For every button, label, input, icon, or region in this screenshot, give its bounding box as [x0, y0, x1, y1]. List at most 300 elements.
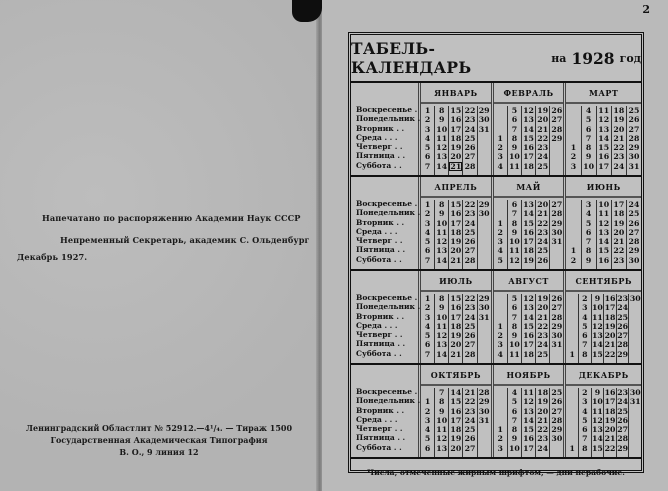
day-cell: 24 [464, 415, 476, 425]
weekday-label: Среда . . . [356, 414, 398, 424]
day-cell: 7 [585, 237, 592, 247]
day-cell: 24 [628, 200, 640, 209]
day-cell: 8 [438, 294, 445, 303]
day-cell: 6 [511, 115, 518, 125]
day-cell: 13 [436, 152, 448, 162]
day-cell: 12 [523, 106, 534, 115]
day-cell: 26 [464, 434, 476, 444]
day-cell: 28 [617, 434, 629, 444]
month-block [494, 83, 567, 175]
day-cell: 7 [511, 415, 518, 425]
day-cell: 27 [551, 115, 563, 125]
day-cell: 28 [551, 415, 563, 425]
day-cell [494, 209, 507, 218]
day-cell [566, 200, 580, 209]
day-cell [629, 331, 641, 340]
weekday-label: Пятница . . [356, 339, 406, 349]
month-block [566, 83, 641, 175]
day-cell: 9 [438, 209, 445, 219]
week-column [536, 106, 550, 175]
day-cell: 16 [604, 388, 616, 397]
day-cell: 4 [582, 406, 588, 416]
day-cell: 27 [628, 124, 640, 134]
day-cell: 6 [424, 152, 431, 162]
weekday-label: Пятница . . [356, 245, 406, 255]
day-cell: 18 [523, 161, 534, 171]
left-page [0, 0, 318, 491]
day-cell: 27 [464, 340, 476, 350]
day-cell: 23 [464, 209, 476, 219]
day-cell: 5 [585, 218, 592, 228]
day-cell: 10 [508, 340, 520, 350]
day-cell: 6 [424, 340, 431, 350]
day-cell: 29 [551, 133, 563, 143]
week-column [522, 200, 536, 269]
day-cell: 26 [537, 255, 549, 265]
week-column [566, 388, 579, 457]
day-cell [494, 416, 507, 425]
day-cell: 2 [424, 406, 431, 416]
day-cell [566, 425, 578, 434]
day-cell [494, 106, 507, 115]
day-cell: 25 [617, 312, 629, 322]
day-cell: 19 [450, 237, 462, 247]
day-cell: 5 [511, 397, 518, 407]
week-column [478, 200, 491, 269]
day-cell: 2 [424, 115, 431, 125]
day-cell: 11 [436, 227, 448, 237]
day-cell: 24 [537, 443, 549, 453]
day-cell [478, 434, 491, 443]
day-cell: 20 [604, 425, 616, 435]
day-cell: 25 [617, 406, 629, 416]
day-cell: 18 [450, 425, 462, 435]
day-cell: 14 [436, 161, 448, 171]
quarter-block [351, 271, 641, 365]
week-column [494, 200, 508, 269]
day-cell: 1 [569, 443, 575, 453]
day-cell: 1 [424, 200, 431, 209]
week-column [550, 200, 563, 269]
day-cell: 16 [604, 294, 616, 303]
day-cell: 28 [551, 209, 563, 219]
day-cell [478, 340, 491, 349]
day-cell [566, 106, 580, 115]
day-cell: 17 [604, 397, 616, 407]
day-cell: 2 [424, 209, 431, 219]
day-cell: 19 [537, 397, 549, 407]
day-cell: 3 [497, 340, 503, 350]
week-column [582, 200, 597, 269]
day-cell: 24 [613, 161, 625, 171]
day-cell: 10 [583, 161, 595, 171]
day-cell: 4 [424, 321, 431, 331]
month-name: ОКТЯБРЬ [421, 365, 491, 386]
day-cell: 30 [478, 406, 490, 416]
day-cell: 18 [604, 312, 616, 322]
weekday-label: Четверг . . [356, 424, 403, 434]
month-name: ЯНВАРЬ [421, 83, 491, 104]
day-cell [478, 143, 491, 152]
day-cell: 4 [497, 349, 503, 359]
day-cell: 15 [450, 106, 462, 115]
day-cell: 11 [436, 425, 448, 435]
day-cell: 12 [592, 415, 603, 425]
month-name: МАЙ [494, 177, 564, 198]
day-cell: 3 [570, 161, 577, 171]
day-cell: 14 [523, 124, 534, 134]
day-cell: 29 [551, 321, 563, 331]
day-cell: 3 [497, 152, 503, 162]
week-column [617, 388, 630, 457]
day-cell: 7 [424, 255, 431, 265]
week-column [435, 106, 449, 175]
day-cell [550, 256, 563, 265]
day-cell: 17 [523, 152, 534, 162]
day-cell: 24 [617, 397, 629, 407]
day-cell: 5 [424, 434, 431, 444]
day-cell: 4 [511, 388, 518, 397]
weekday-label: Воскресенье . [356, 105, 418, 114]
day-cell: 20 [613, 124, 625, 134]
day-cell: 1 [497, 218, 503, 228]
week-column [550, 388, 563, 457]
week-column [508, 106, 522, 175]
weekday-column [351, 271, 421, 363]
day-cell: 4 [497, 161, 503, 171]
imprint-date: Декабрь 1927. [17, 252, 88, 262]
day-cell: 21 [537, 312, 549, 322]
day-cell: 23 [464, 303, 476, 313]
day-cell: 25 [628, 106, 640, 115]
day-cell: 23 [537, 227, 549, 237]
month-block [566, 177, 641, 269]
day-cell: 4 [585, 106, 592, 115]
day-cell [566, 331, 578, 340]
week-column [478, 294, 491, 363]
day-cell [494, 125, 507, 134]
day-cell: 19 [537, 106, 549, 115]
day-cell [566, 407, 578, 416]
day-cell: 4 [497, 246, 503, 256]
day-cell: 21 [604, 434, 616, 444]
day-cell: 13 [592, 331, 603, 341]
week-column [522, 106, 536, 175]
day-cell: 20 [604, 331, 616, 341]
day-cell: 18 [523, 349, 534, 359]
day-cell: 30 [478, 115, 490, 125]
day-cell: 25 [464, 227, 476, 237]
day-cell: 14 [592, 340, 603, 350]
day-cell [478, 134, 491, 143]
weekday-label: Суббота . . [356, 254, 402, 264]
month-block [421, 83, 494, 175]
day-cell [494, 303, 507, 312]
day-cell [550, 162, 563, 171]
day-cell: 10 [436, 415, 448, 425]
day-cell: 5 [511, 106, 518, 115]
day-cell: 2 [497, 331, 503, 341]
day-cell [566, 125, 580, 134]
day-cell: 27 [464, 152, 476, 162]
day-cell: 22 [537, 425, 549, 435]
day-cell [629, 407, 641, 416]
colophon-line: В. О., 9 линия 12 [119, 447, 199, 457]
day-cell: 17 [523, 340, 534, 350]
day-cell: 8 [585, 143, 592, 153]
day-cell: 3 [424, 218, 431, 228]
day-cell: 26 [617, 321, 629, 331]
day-cell: 19 [523, 255, 534, 265]
day-cell: 22 [613, 246, 625, 256]
day-cell [566, 388, 578, 397]
day-cell [550, 152, 563, 161]
weekday-label: Воскресенье . [356, 293, 418, 302]
week-column [536, 200, 550, 269]
week-column [627, 106, 641, 175]
day-cell: 30 [629, 388, 641, 397]
day-cell [494, 294, 507, 303]
day-cell: 31 [628, 161, 640, 171]
footnote: Числа, отмеченные жирным шрифтом, — дни нерабочие. [367, 467, 625, 477]
week-column [449, 388, 463, 457]
day-cell [550, 143, 563, 152]
day-cell: 4 [424, 133, 431, 143]
weekday-label: Понедельник . [356, 396, 421, 406]
day-cell: 8 [511, 321, 518, 331]
day-cell: 11 [592, 312, 603, 322]
day-cell [566, 228, 580, 237]
quarter-block [351, 177, 641, 271]
week-column [629, 388, 641, 457]
week-column [508, 388, 522, 457]
day-cell: 1 [569, 349, 575, 359]
day-cell: 18 [613, 209, 625, 219]
day-cell: 22 [613, 143, 625, 153]
weekday-label: Пятница . . [356, 151, 406, 161]
day-cell: 7 [585, 133, 592, 143]
weekday-label: Четверг . . [356, 236, 403, 246]
day-cell: 30 [551, 331, 563, 341]
day-cell: 27 [617, 331, 629, 341]
day-cell: 7 [438, 388, 445, 397]
day-cell: 23 [464, 115, 476, 125]
week-column [612, 200, 627, 269]
week-column [566, 200, 581, 269]
day-cell: 29 [478, 397, 490, 407]
day-cell: 22 [464, 397, 476, 407]
week-column [435, 388, 449, 457]
day-cell: 18 [604, 406, 616, 416]
day-cell: 12 [436, 237, 448, 247]
day-cell: 20 [613, 227, 625, 237]
day-cell: 27 [551, 406, 563, 416]
week-column [629, 294, 641, 363]
week-column [550, 106, 563, 175]
day-cell: 6 [585, 124, 592, 134]
quarter-block [351, 365, 641, 459]
day-cell: 15 [523, 133, 534, 143]
weekday-label: Вторник . . [356, 405, 405, 415]
day-cell: 22 [604, 443, 616, 453]
day-cell: 12 [436, 331, 448, 341]
weekday-label: Вторник . . [356, 217, 405, 227]
day-cell: 21 [613, 237, 625, 247]
week-column [449, 106, 463, 175]
day-cell: 21 [450, 161, 462, 171]
day-cell [478, 162, 491, 171]
day-cell [566, 237, 580, 246]
day-cell: 25 [464, 133, 476, 143]
day-cell [550, 444, 563, 453]
day-cell: 11 [436, 133, 448, 143]
day-cell: 8 [582, 349, 588, 359]
day-cell: 16 [450, 406, 462, 416]
day-cell: 17 [613, 200, 625, 209]
day-cell [478, 350, 491, 359]
day-cell: 11 [598, 106, 610, 115]
day-cell [494, 388, 507, 397]
month-block [494, 177, 567, 269]
day-cell: 23 [617, 388, 629, 397]
day-cell: 13 [598, 124, 610, 134]
day-cell [478, 425, 491, 434]
day-cell: 13 [523, 303, 534, 313]
day-cell: 27 [464, 246, 476, 256]
day-cell [629, 444, 641, 453]
day-cell [494, 200, 507, 209]
imprint-academy: Напечатано по распоряжению Академии Наук СССР [42, 213, 301, 223]
day-cell: 14 [598, 133, 610, 143]
day-cell: 16 [450, 303, 462, 313]
week-column [435, 200, 449, 269]
day-cell: 26 [551, 397, 563, 407]
day-cell: 12 [592, 321, 603, 331]
day-cell [478, 444, 491, 453]
day-cell: 1 [497, 425, 503, 435]
day-cell: 22 [537, 133, 549, 143]
day-cell: 25 [464, 321, 476, 331]
day-cell: 10 [592, 397, 603, 407]
day-cell: 11 [508, 161, 520, 171]
day-cell [566, 134, 580, 143]
day-cell: 2 [424, 303, 431, 313]
day-cell: 1 [497, 321, 503, 331]
day-cell: 3 [424, 124, 431, 134]
day-cell: 10 [508, 443, 520, 453]
day-cell [629, 425, 641, 434]
week-column [494, 294, 508, 363]
week-column [463, 106, 477, 175]
week-column [421, 106, 435, 175]
day-cell: 21 [537, 124, 549, 134]
day-cell: 25 [551, 388, 563, 397]
week-column [592, 388, 605, 457]
week-column [463, 200, 477, 269]
day-cell: 6 [424, 246, 431, 256]
day-cell: 1 [424, 294, 431, 303]
day-cell: 9 [585, 255, 592, 265]
day-cell: 7 [424, 161, 431, 171]
week-column [449, 294, 463, 363]
day-cell [629, 434, 641, 443]
day-cell: 31 [551, 237, 563, 247]
day-cell: 16 [523, 331, 534, 341]
week-column [597, 106, 612, 175]
day-cell: 28 [628, 237, 640, 247]
day-cell: 26 [628, 115, 640, 125]
day-cell: 5 [582, 321, 588, 331]
day-cell: 21 [464, 388, 476, 397]
day-cell: 11 [523, 388, 534, 397]
day-cell: 9 [438, 406, 445, 416]
day-cell: 9 [594, 294, 601, 303]
day-cell: 27 [628, 227, 640, 237]
day-cell: 1 [570, 143, 577, 153]
day-cell: 26 [551, 106, 563, 115]
day-cell: 14 [523, 209, 534, 219]
day-cell: 29 [551, 425, 563, 435]
day-cell: 16 [598, 152, 610, 162]
day-cell: 24 [537, 237, 549, 247]
day-cell: 9 [585, 152, 592, 162]
day-cell: 5 [582, 415, 588, 425]
day-cell: 8 [585, 246, 592, 256]
week-column [478, 106, 491, 175]
month-name: ДЕКАБРЬ [566, 365, 641, 386]
day-cell: 18 [523, 246, 534, 256]
day-cell: 20 [537, 115, 549, 125]
day-cell: 26 [464, 331, 476, 341]
day-cell: 13 [436, 443, 448, 453]
day-cell: 9 [511, 227, 518, 237]
day-cell: 20 [537, 303, 549, 313]
day-cell: 9 [511, 331, 518, 341]
day-cell: 26 [628, 218, 640, 228]
day-cell: 12 [598, 218, 610, 228]
month-name: НОЯБРЬ [494, 365, 564, 386]
day-cell [566, 313, 578, 322]
week-column [566, 294, 579, 363]
day-cell: 8 [438, 200, 445, 209]
imprint-secretary: Непременный Секретарь, академик С. Ольденбург [60, 235, 310, 245]
day-cell: 9 [438, 115, 445, 125]
week-column [508, 200, 522, 269]
calendar-table [348, 32, 644, 477]
day-cell: 1 [424, 397, 431, 407]
day-cell: 25 [628, 209, 640, 219]
day-cell: 24 [617, 303, 629, 313]
day-cell: 22 [604, 349, 616, 359]
day-cell: 13 [523, 115, 534, 125]
day-cell [629, 340, 641, 349]
day-cell: 31 [629, 397, 641, 407]
day-cell: 13 [436, 340, 448, 350]
month-name: ИЮНЬ [566, 177, 641, 198]
day-cell: 15 [523, 218, 534, 228]
day-cell: 11 [598, 209, 610, 219]
day-cell: 31 [478, 415, 490, 425]
day-cell: 25 [537, 246, 549, 256]
day-cell: 14 [592, 434, 603, 444]
day-cell: 21 [450, 255, 462, 265]
day-cell: 8 [511, 133, 518, 143]
week-column [604, 388, 617, 457]
weekday-label: Четверг . . [356, 142, 403, 152]
day-cell: 9 [594, 388, 601, 397]
month-block [421, 365, 494, 457]
day-cell: 19 [613, 115, 625, 125]
